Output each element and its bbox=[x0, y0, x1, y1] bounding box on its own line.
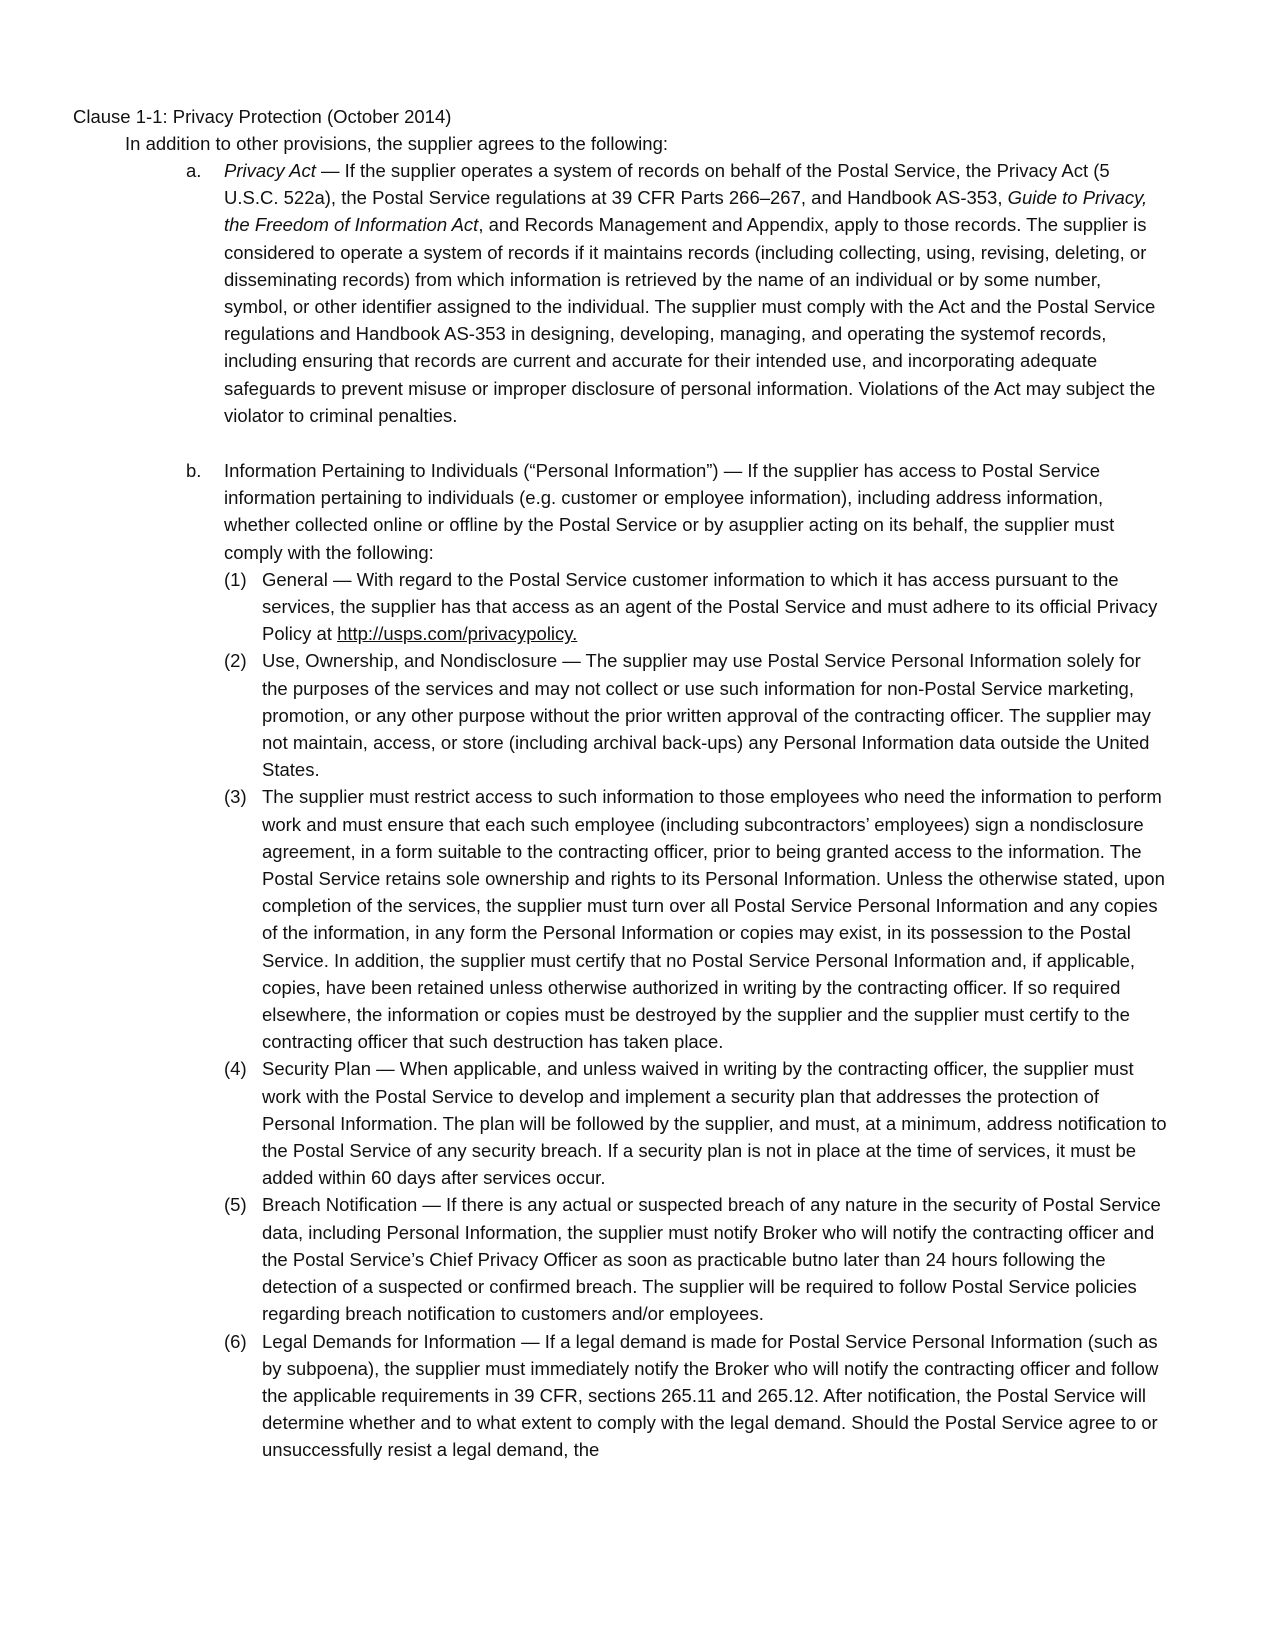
list-marker-b: b. bbox=[186, 460, 202, 481]
sub-number-4: (4) bbox=[224, 1058, 247, 1080]
sub-item-6 bbox=[224, 1328, 1169, 1464]
sub-text-3: The supplier must restrict access to such information to those employees who need the information to perform work and must ensure that each such employee (including subcontractors’ employees) sign a nondisclosure agreement, in a form suitable to the contracting officer, prior to being granted access to the information. The Postal Service retains sole ownership and rights to its Personal Information. Unless the otherwise stated, upon completion of the services, the supplier must turn over all Postal Service Personal Information and any copies of the information, in any form the Personal Information or copies may exist, in its possession to the Postal Service. In addition, the supplier must certify that no Postal Service Personal Information and, if applicable, copies, have been retained unless otherwise authorized in writing by the contracting officer. If so required elsewhere, the information or copies must be destroyed by the supplier and the supplier must certify to the contracting officer that such destruction has taken place. bbox=[262, 786, 1165, 1053]
sub-number-2: (2) bbox=[224, 650, 247, 672]
sub-number-5: (5) bbox=[224, 1194, 247, 1216]
sub-number-1: (1) bbox=[224, 568, 247, 590]
privacy-act-text-1: — If the supplier operates a system of records on behalf of the Postal Service, the Privacy Act (5 U.S.C. 522a), the Postal Service regulations at 39 CFR Parts 266–267, and Handbook AS-353, bbox=[224, 160, 1110, 209]
sub-item-3 bbox=[224, 783, 1169, 1055]
clause-intro: In addition to other provisions, the supplier agrees to the following: bbox=[125, 133, 668, 154]
list-item-a-body bbox=[224, 157, 1169, 429]
list-item-b-body: Information Pertaining to Individuals (“Personal Information”) — If the supplier has access to Postal Service information pertaining to individuals (e.g. customer or employee information), including address information, whether collected online or offline by the Postal Service or by asupplier acting on its behalf, the supplier must comply with the following: bbox=[224, 460, 1115, 563]
privacy-act-lead: Privacy Act bbox=[224, 160, 316, 181]
clause-title: Clause 1-1: Privacy Protection (October 2014) bbox=[73, 106, 452, 127]
guide-title: Guide to Privacy, the Freedom of Information Act bbox=[224, 187, 1148, 236]
privacy-act-text-2: , and Records Management and Appendix, apply to those records. The supplier is considered to operate a system of records if it maintains records (including collecting, using, revising, deleting, or disseminating records) from which information is retrieved by the name of an individual or by some number, symbol, or other identifier assigned to the individual. The supplier must comply with the Act and the Postal Service regulations and Handbook AS-353 in designing, developing, managing, and operating the systemof records, including ensuring that records are current and accurate for their intended use, and incorporating adequate safeguards to prevent misuse or improper disclosure of personal information. Violations of the Act may subject the violator to criminal penalties. bbox=[224, 214, 1156, 426]
sub-item-1-text bbox=[262, 566, 1167, 648]
sub-item-4 bbox=[224, 1055, 1169, 1191]
sub-number-6: (6) bbox=[224, 1330, 247, 1352]
sub-text-5: Breach Notification — If there is any actual or suspected breach of any nature in the security of Postal Service data, including Personal Information, the supplier must notify Broker who will notify the contracting officer and the Postal Service’s Chief Privacy Officer as soon as practicable butno later than 24 hours following the detection of a suspected or confirmed breach. The supplier will be required to follow Postal Service policies regarding breach notification to customers and/or employees. bbox=[262, 1194, 1161, 1325]
sub-number-3: (3) bbox=[224, 786, 247, 808]
sub-text-2: Use, Ownership, and Nondisclosure — The supplier may use Postal Service Personal Information solely for the purposes of the services and may not collect or use such information for non-Postal Service marketing, promotion, or any other purpose without the prior written approval of the contracting officer. The supplier may not maintain, access, or store (including archival back-ups) any Personal Information data outside the United States. bbox=[262, 650, 1151, 781]
list-item-a bbox=[186, 157, 1186, 429]
list-marker-a: a. bbox=[186, 160, 202, 181]
sub-list bbox=[186, 566, 1186, 1464]
privacy-policy-link[interactable]: http://usps.com/privacypolicy. bbox=[337, 623, 578, 645]
sub-item-2 bbox=[224, 647, 1169, 783]
list-item-b bbox=[186, 457, 1186, 1464]
sub-text-4: Security Plan — When applicable, and unless waived in writing by the contracting officer, the supplier must work with the Postal Service to develop and implement a security plan that addresses the protection of Personal Information. The plan will be followed by the supplier, and must, at a minimum, address notification to the Postal Service of any security breach. If a security plan is not in place at the time of services, it must be added within 60 days after services occur. bbox=[262, 1058, 1167, 1189]
sub-text-1: General — With regard to the Postal Service customer information to which it has access pursuant to the services, the supplier has that access as an agent of the Postal Service and must adhere to its official Privacy Policy at bbox=[262, 568, 1158, 645]
sub-text-6: Legal Demands for Information — If a legal demand is made for Postal Service Personal Information (such as by subpoena), the supplier must immediately notify the Broker who will notify the contracting officer and follow the applicable requirements in 39 CFR, sections 265.11 and 265.12. After notification, the Postal Service will determine whether and to what extent to comply with the legal demand. Should the Postal Service agree to or unsuccessfully resist a legal demand, the bbox=[262, 1330, 1159, 1461]
sub-item-5 bbox=[224, 1191, 1169, 1327]
sub-item-1 bbox=[224, 566, 1169, 648]
